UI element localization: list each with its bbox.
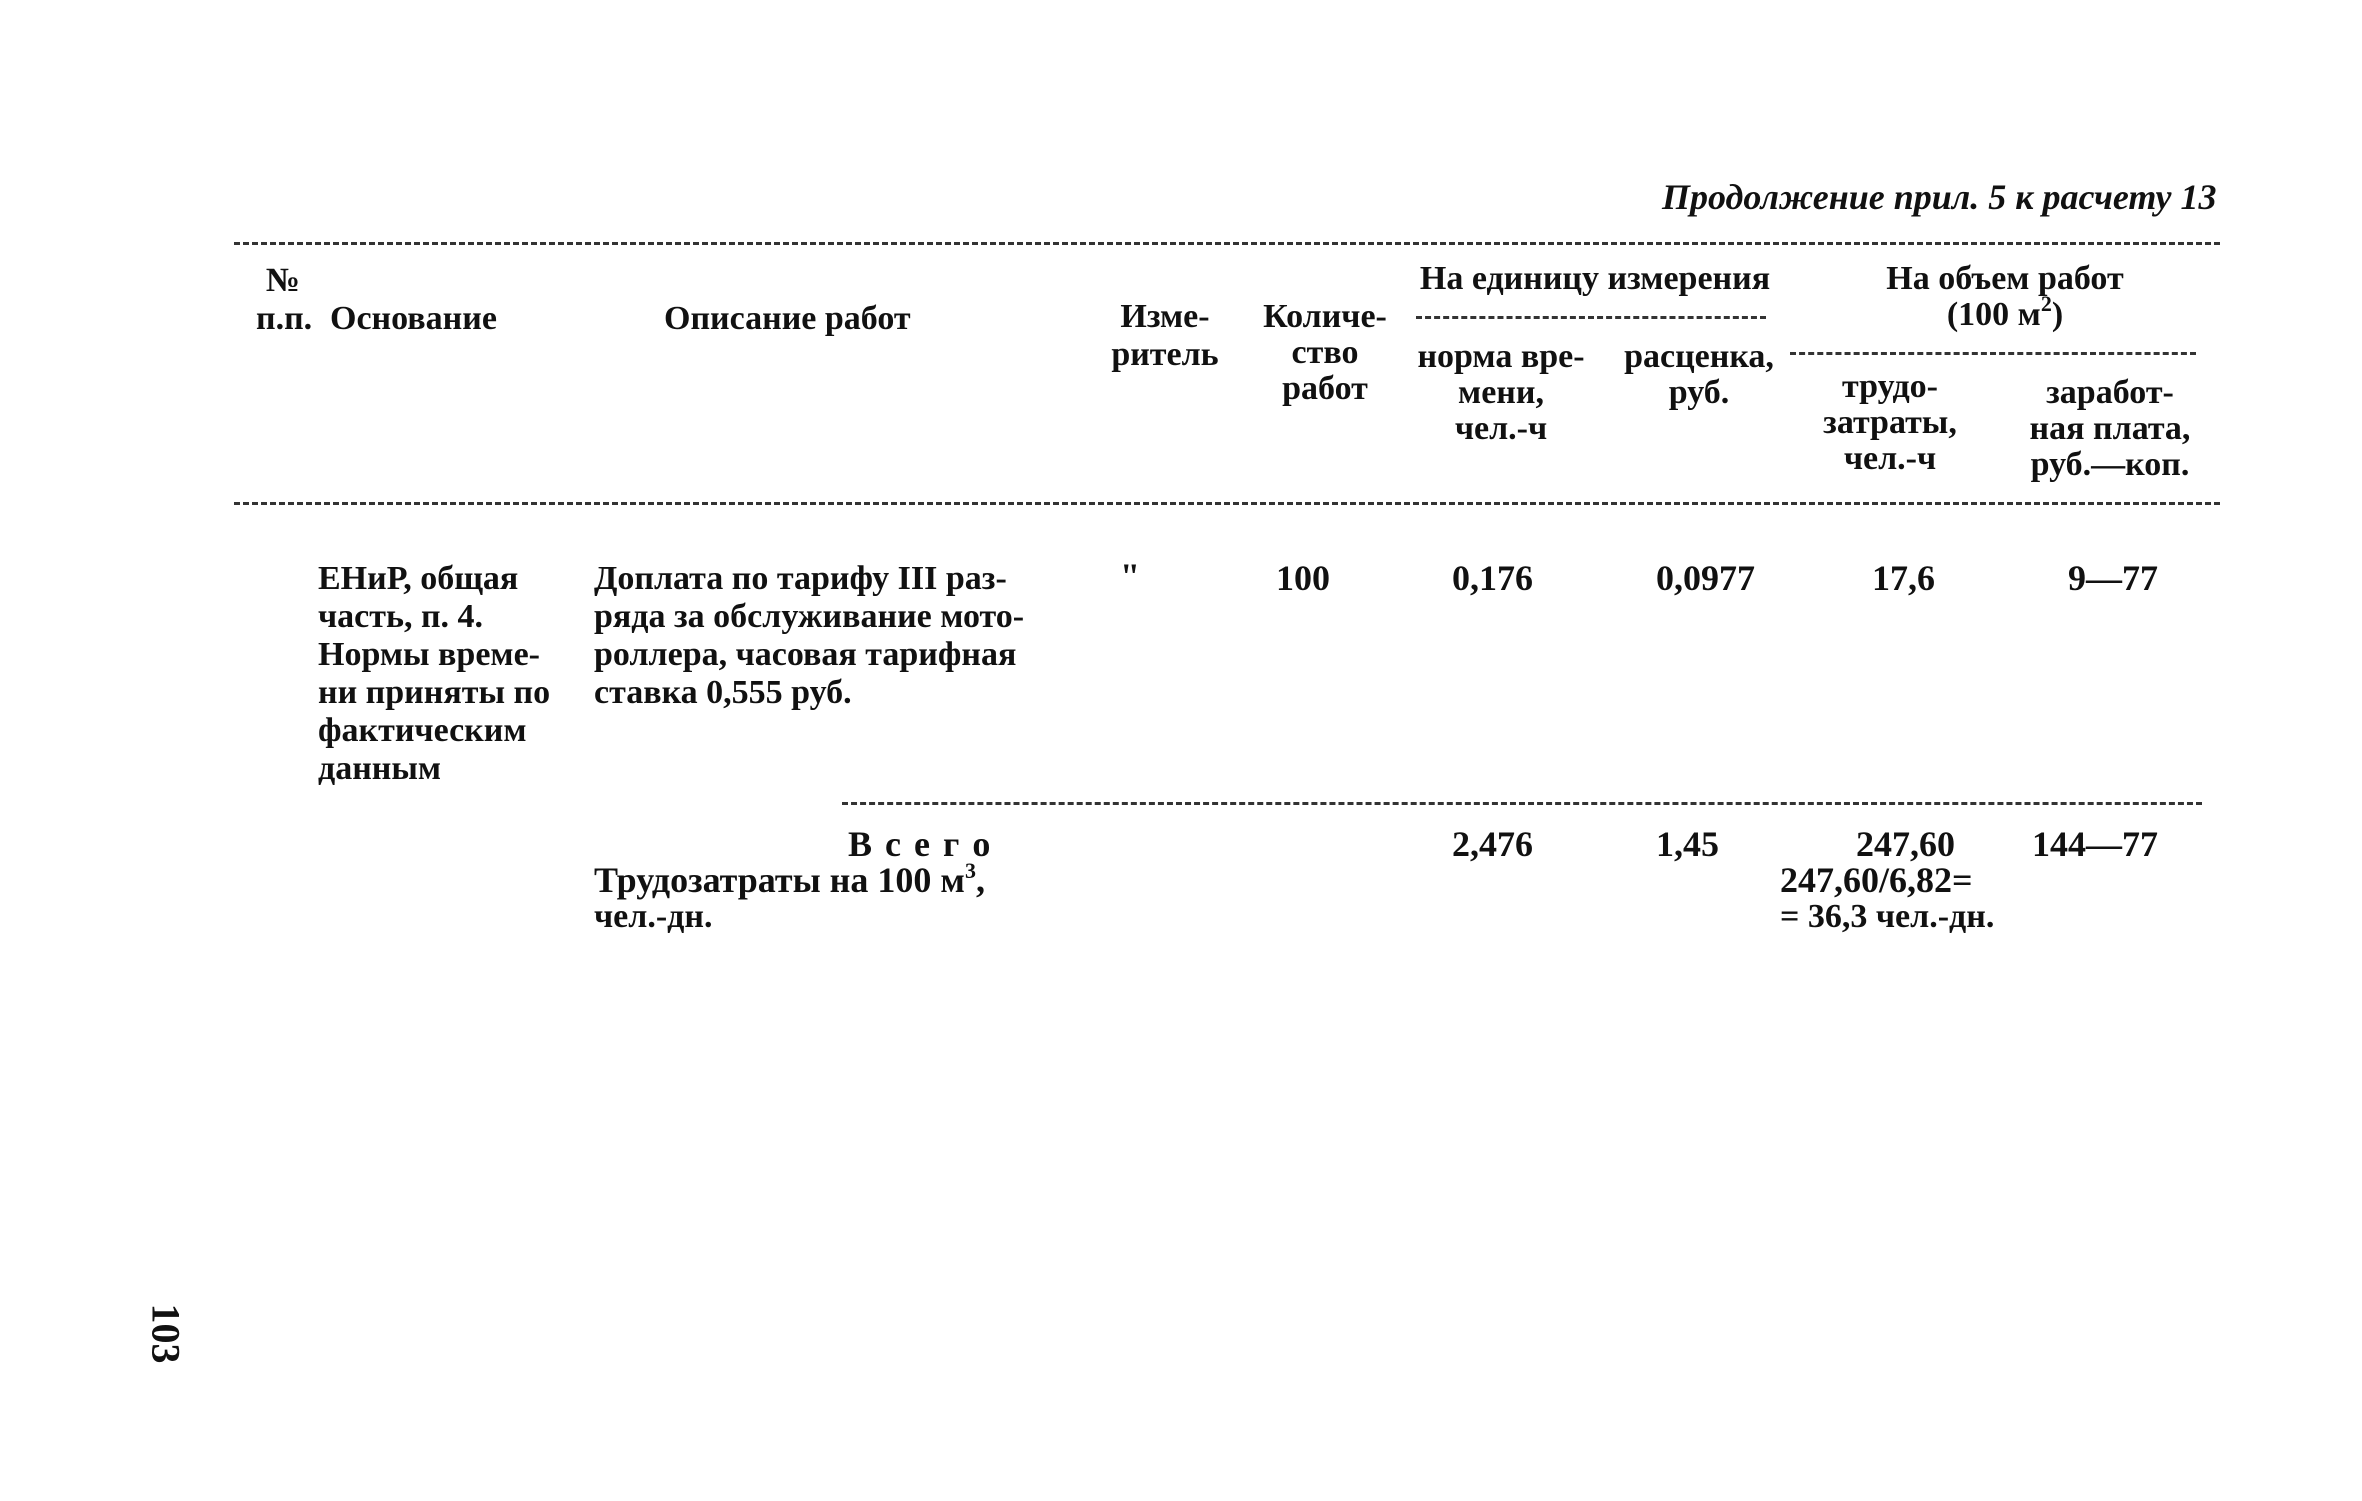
total-labor: 247,60 <box>1856 824 1955 864</box>
rate-header-l1: расценка, <box>1624 338 1774 375</box>
total-norm: 2,476 <box>1452 824 1533 864</box>
volume-header-l2: (100 $м^2$) <box>1946 291 2064 333</box>
labor-header-l1: трудо- <box>1842 368 1938 405</box>
basis-cell-l5: фактическим <box>318 712 527 749</box>
per-unit-header: На единицу измерения <box>1419 260 1771 297</box>
basis-cell-l6: данным <box>318 750 442 787</box>
per-volume-rule <box>1790 352 2196 355</box>
norm-header-l1: норма вре- <box>1417 338 1585 375</box>
wage-cell: 9—77 <box>2068 558 2158 598</box>
description-cell-l1: Доплата по тарифу III раз- <box>594 560 1007 597</box>
norm-header-l3: чел.-ч <box>1454 410 1548 447</box>
labor-note-l2: чел.-дн. <box>594 898 713 935</box>
wage-header-l2: ная плата, <box>2029 410 2191 447</box>
rate-cell: 0,0977 <box>1656 558 1755 598</box>
wage-header-l1: заработ- <box>2046 374 2174 411</box>
meter-cell: " <box>1120 556 1140 596</box>
quantity-cell: 100 <box>1276 558 1330 598</box>
rate-header-l2: руб. <box>1668 374 1730 411</box>
norm-header-l2: мени, <box>1458 374 1544 411</box>
description-cell-l2: ряда за обслуживание мото- <box>594 598 1025 635</box>
qty-header-l3: работ <box>1282 370 1368 407</box>
page-number: 103 <box>143 1303 189 1364</box>
volume-header-l1: На объем работ <box>1886 260 2124 297</box>
wage-header-l3: руб.—коп. <box>2030 446 2190 483</box>
description-header: Описание работ <box>664 300 911 337</box>
basis-header: Основание <box>330 300 497 337</box>
total-calc-l1: 247,60/6,82= <box>1780 860 1973 900</box>
total-rate: 1,45 <box>1656 824 1719 864</box>
description-cell-l3: роллера, часовая тарифная <box>594 636 1017 673</box>
total-label: В с е г о <box>848 824 993 864</box>
labor-note-l1: Трудозатраты на 100 $м^3$, <box>594 858 985 900</box>
total-wage: 144—77 <box>2032 824 2158 864</box>
basis-cell-l2: часть, п. 4. <box>318 598 484 635</box>
page-caption: Продолжение прил. 5 к расчету 13 <box>1662 177 2217 217</box>
basis-cell-l4: ни приняты по <box>318 674 551 711</box>
qty-header-l2: ство <box>1291 334 1359 371</box>
labor-cell: 17,6 <box>1872 558 1935 598</box>
labor-header-l2: затраты, <box>1823 404 1957 441</box>
no-sign: № <box>265 262 301 299</box>
total-rule <box>842 802 2202 805</box>
norm-cell: 0,176 <box>1452 558 1533 598</box>
basis-cell-l3: Нормы време- <box>318 636 540 673</box>
description-cell-l4: ставка 0,555 руб. <box>594 674 852 711</box>
total-calc-l2: = 36,3 чел.-дн. <box>1780 898 1995 935</box>
table-top-rule <box>234 242 2220 245</box>
labor-header-l3: чел.-ч <box>1843 440 1937 477</box>
no-label: п.п. <box>256 300 313 337</box>
header-bottom-rule <box>234 502 2220 505</box>
qty-header-l1: Количе- <box>1263 298 1387 335</box>
meter-header-l2: ритель <box>1111 336 1219 373</box>
basis-cell-l1: ЕНиР, общая <box>318 560 519 597</box>
per-unit-rule <box>1416 316 1766 319</box>
meter-header-l1: Изме- <box>1120 298 1210 335</box>
